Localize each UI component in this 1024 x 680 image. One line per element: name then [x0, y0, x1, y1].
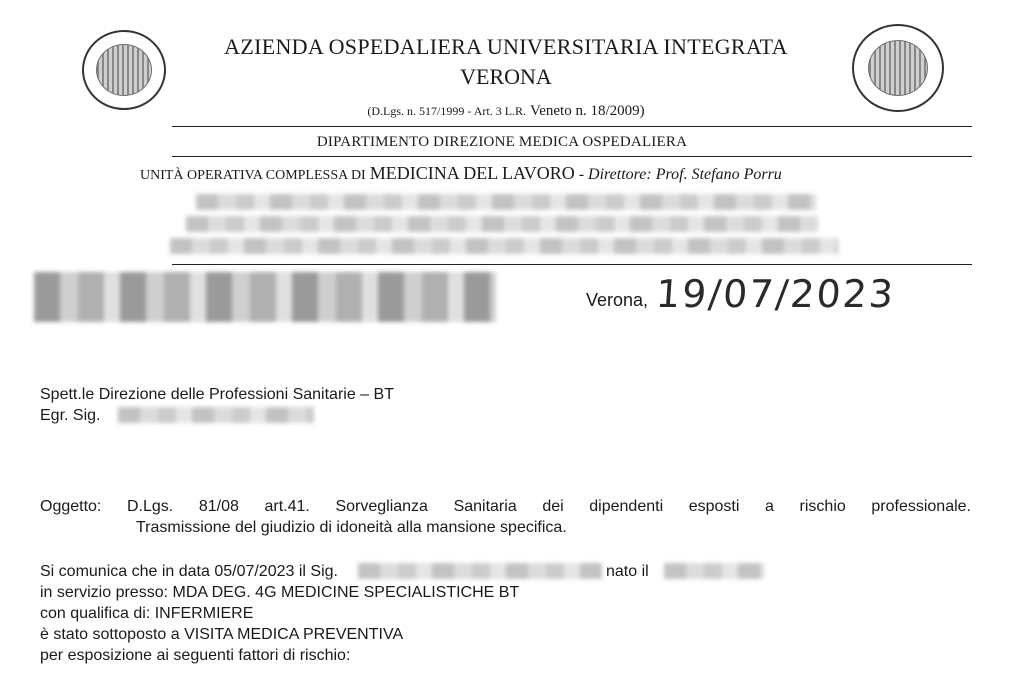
unit-name: MEDICINA DEL LAVORO [369, 163, 575, 183]
body-line-4: è stato sottoposto a VISITA MEDICA PREVENTIVA [40, 626, 404, 643]
redacted-address-line-3 [170, 238, 838, 254]
legal-reference [186, 102, 826, 120]
body-line-5: per esposizione ai seguenti fattori di rischio: [40, 647, 351, 664]
recipient-line-2 [40, 405, 100, 426]
redacted-address-line-1 [196, 194, 816, 210]
header-rule-1 [172, 126, 972, 127]
handwritten-date: 19/07/2023 [654, 272, 897, 316]
recipient-salutation: Egr. Sig. [40, 407, 101, 424]
body-line-2: in servizio presso: MDA DEG. 4G MEDICINE SPECIALISTICHE BT [40, 584, 520, 601]
department-title: DIPARTIMENTO DIREZIONE MEDICA OSPEDALIERA [316, 134, 688, 150]
subject-label: Oggetto: [40, 498, 102, 515]
redacted-address-line-2 [186, 216, 818, 232]
body-line-3: con qualifica di: INFERMIERE [40, 605, 254, 622]
redacted-recipient-name [118, 407, 314, 423]
unit-line [140, 163, 940, 184]
body-line-1-prefix: Si comunica che in data 05/07/2023 il Sig. [40, 563, 338, 580]
subject-line-2: Trasmissione del giudizio di idoneità alla mansione specifica. [136, 519, 567, 536]
redacted-employee-name [358, 563, 602, 579]
university-seal-logo [852, 24, 944, 112]
redacted-birth-date [664, 563, 764, 579]
legal-reference-small: (D.Lgs. n. 517/1999 - Art. 3 L.R. [367, 104, 527, 118]
recipient-line-1: Spett.le Direzione delle Professioni Sanitarie – BT [40, 386, 394, 403]
header-rule-3 [172, 264, 972, 265]
legal-reference-big: Veneto n. 18/2009) [530, 103, 645, 119]
date-place: Verona, [586, 290, 649, 310]
hospital-seal-logo [82, 30, 166, 110]
body-line-1-born: nato il [606, 563, 649, 580]
org-city: VERONA [460, 64, 552, 89]
redacted-protocol [34, 272, 496, 322]
subject-line-1: D.Lgs. 81/08 art.41. Sorveglianza Sanitaria dei dipendenti esposti a rischio professionale. [127, 498, 971, 515]
unit-director: - Direttore: Prof. Stefano Porru [578, 166, 782, 183]
org-title: AZIENDA OSPEDALIERA UNIVERSITARIA INTEGRATA [224, 34, 788, 59]
unit-prefix: UNITÀ OPERATIVA COMPLESSA DI [140, 168, 366, 183]
header-rule-2 [172, 156, 972, 157]
